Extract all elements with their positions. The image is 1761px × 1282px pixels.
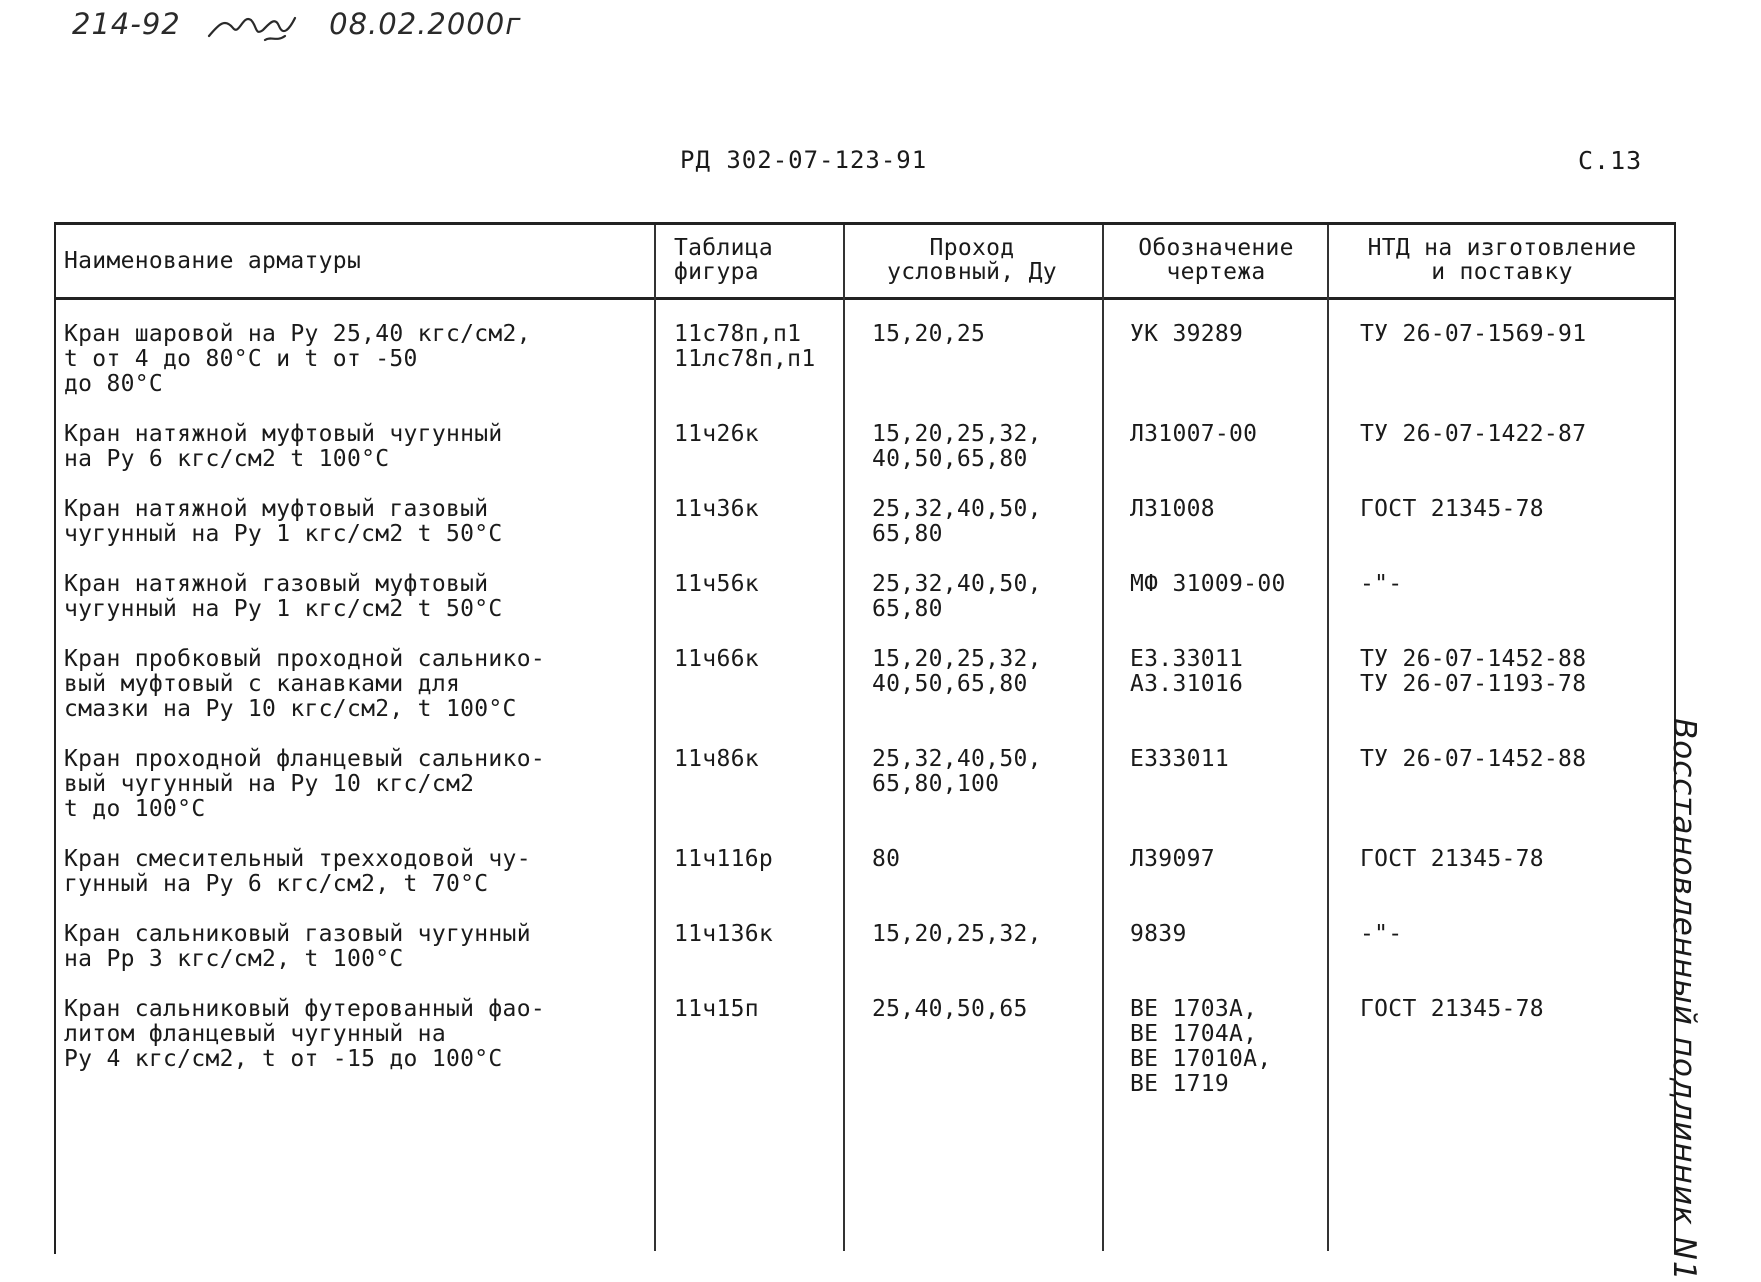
- column-divider: [654, 225, 656, 1251]
- table-row-figure: 11с78п,п1 11лс78п,п1: [674, 321, 816, 372]
- table-row-dn: 15,20,25,32, 40,50,65,80: [872, 646, 1042, 697]
- document-code: РД 302-07-123-91: [680, 146, 928, 174]
- table-row-drawing: Л39097: [1130, 846, 1215, 872]
- table-row-name: Кран натяжной газовый муфтовый чугунный на Ру 1 кгс/см2 t 50°С: [64, 571, 503, 622]
- table-row-ntd: -"-: [1360, 921, 1403, 947]
- handwritten-number: 214-92: [72, 7, 181, 41]
- table-row-figure: 11ч66к: [674, 646, 759, 672]
- column-header-dn: Проход условный, Ду: [887, 235, 1057, 285]
- table-row-figure: 11ч15п: [674, 996, 759, 1022]
- table-row-figure: 11ч116р: [674, 846, 774, 872]
- restored-original-stamp: Восстановленный подлинник N1: [1666, 718, 1702, 1282]
- table-row-dn: 15,20,25: [872, 321, 986, 347]
- header-divider: [54, 297, 1674, 300]
- table-row-ntd: ТУ 26-07-1569-91: [1360, 321, 1587, 347]
- table-row-figure: 11ч26к: [674, 421, 759, 447]
- column-divider: [1327, 225, 1329, 1251]
- table-row-name: Кран натяжной муфтовый чугунный на Ру 6 кгс/см2 t 100°С: [64, 421, 503, 472]
- table-row-figure: 11ч86к: [674, 746, 759, 772]
- table-row-ntd: ТУ 26-07-1452-88: [1360, 746, 1587, 772]
- table-row-figure: 11ч136к: [674, 921, 774, 947]
- table-row-name: Кран пробковый проходной сальнико- вый муфтовый с канавками для смазки на Ру 10 кгс/см2, t 100°С: [64, 646, 546, 722]
- table-row-dn: 25,32,40,50, 65,80: [872, 571, 1042, 622]
- table-row-dn: 25,40,50,65: [872, 996, 1028, 1022]
- table-row-ntd: -"-: [1360, 571, 1403, 597]
- table-row-ntd: ГОСТ 21345-78: [1360, 846, 1544, 872]
- table-row-drawing: Е3.33011 А3.31016: [1130, 646, 1244, 697]
- table-row-ntd: ТУ 26-07-1422-87: [1360, 421, 1587, 447]
- table-row-name: Кран сальниковый футерованный фао- литом фланцевый чугунный на Ру 4 кгс/см2, t от -15 до 100°С: [64, 996, 546, 1072]
- column-header-name: Наименование арматуры: [64, 248, 362, 274]
- table-row-ntd: ГОСТ 21345-78: [1360, 496, 1544, 522]
- column-header-figure: Таблица фигура: [674, 235, 774, 285]
- table-row-drawing: Е333011: [1130, 746, 1230, 772]
- signature-mark: [205, 6, 305, 46]
- column-header-drawing: Обозначение чертежа: [1138, 235, 1294, 285]
- column-header-ntd: НТД на изготовление и поставку: [1367, 235, 1637, 285]
- table-row-drawing: Л31007-00: [1130, 421, 1258, 447]
- table-row-name: Кран сальниковый газовый чугунный на Рр 3 кгс/см2, t 100°С: [64, 921, 531, 972]
- table-row-drawing: ВЕ 1703А, ВЕ 1704А, ВЕ 17010А, ВЕ 1719: [1130, 996, 1272, 1097]
- table-row-drawing: Л31008: [1130, 496, 1215, 522]
- table-row-name: Кран проходной фланцевый сальнико- вый чугунный на Ру 10 кгс/см2 t до 100°С: [64, 746, 546, 822]
- handwritten-registration: [72, 6, 521, 46]
- table-row-drawing: УК 39289: [1130, 321, 1244, 347]
- table-row-ntd: ТУ 26-07-1452-88 ТУ 26-07-1193-78: [1360, 646, 1587, 697]
- table-row-dn: 15,20,25,32, 40,50,65,80: [872, 421, 1042, 472]
- table-row-name: Кран натяжной муфтовый газовый чугунный на Ру 1 кгс/см2 t 50°С: [64, 496, 503, 547]
- table-row-drawing: МФ 31009-00: [1130, 571, 1286, 597]
- table-row-dn: 25,32,40,50, 65,80,100: [872, 746, 1042, 797]
- table-row-name: Кран смесительный трехходовой чу- гунный на Ру 6 кгс/см2, t 70°С: [64, 846, 531, 897]
- page-number: С.13: [1578, 146, 1643, 175]
- table-row-dn: 80: [872, 846, 901, 872]
- table-row-drawing: 9839: [1130, 921, 1187, 947]
- table-row-ntd: ГОСТ 21345-78: [1360, 996, 1544, 1022]
- table-row-name: Кран шаровой на Ру 25,40 кгс/см2, t от 4 до 80°С и t от -50 до 80°С: [64, 321, 531, 397]
- handwritten-date: 08.02.2000г: [329, 7, 522, 41]
- column-divider: [843, 225, 845, 1251]
- table-row-dn: 15,20,25,32,: [872, 921, 1042, 947]
- table-row-figure: 11ч36к: [674, 496, 759, 522]
- table-row-dn: 25,32,40,50, 65,80: [872, 496, 1042, 547]
- table-row-figure: 11ч56к: [674, 571, 759, 597]
- column-divider: [1102, 225, 1104, 1251]
